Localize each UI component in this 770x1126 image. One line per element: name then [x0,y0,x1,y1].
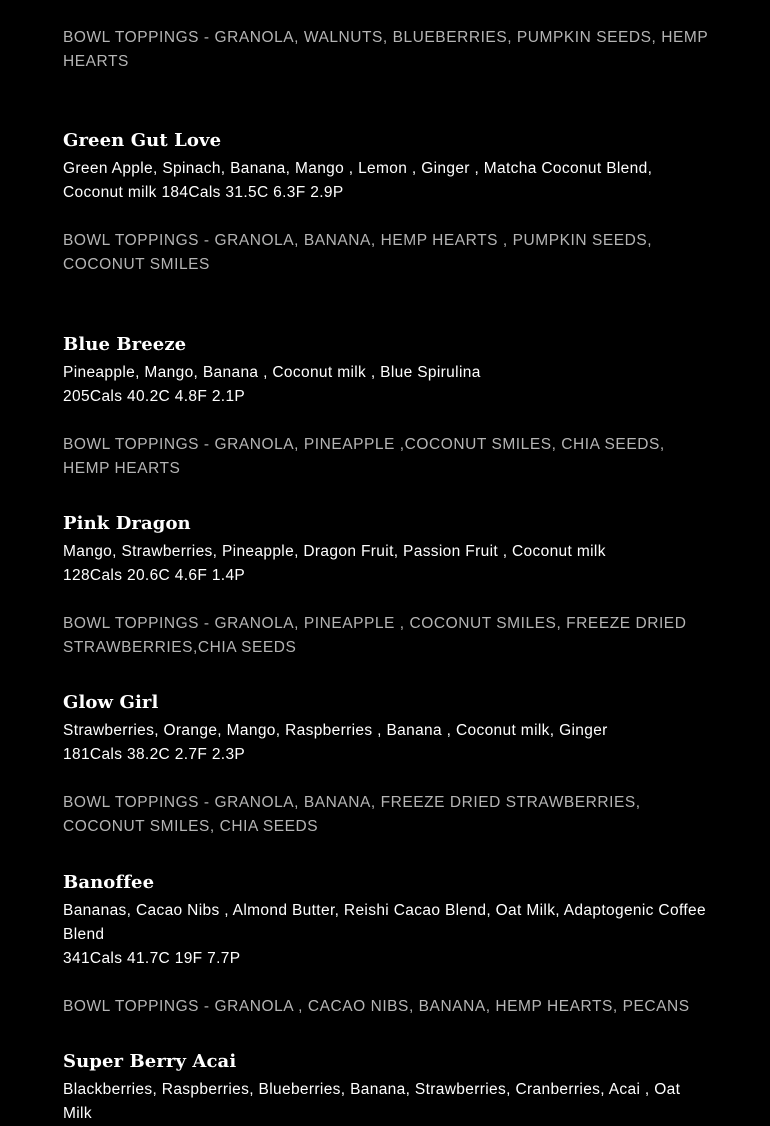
item-name: Blue Breeze [63,334,187,355]
item-nutrition-line: 181Cals 38.2C 2.7F 2.3P [63,746,246,763]
item-description-line: Pineapple, Mango, Banana , Coconut milk , Blue Spirulina [63,364,481,381]
item-toppings: BOWL TOPPINGS - GRANOLA, BANANA, FREEZE DRIED STRAWBERRIES, COCONUT SMILES, CHIA SEEDS [63,794,641,835]
item-description [63,157,713,205]
item-description [63,361,713,409]
item-toppings: BOWL TOPPINGS - GRANOLA, PINEAPPLE ,COCONUT SMILES, CHIA SEEDS, HEMP HEARTS [63,436,665,477]
item-description-line: Mango, Strawberries, Pineapple, Dragon Fruit, Passion Fruit , Coconut milk [63,543,606,560]
item-description [63,540,713,588]
item-nutrition-line: 128Cals 20.6C 4.6F 1.4P [63,567,246,584]
item-nutrition-line: 341Cals 41.7C 19F 7.7P [63,950,241,967]
item-toppings: BOWL TOPPINGS - GRANOLA, WALNUTS, BLUEBERRIES, PUMPKIN SEEDS, HEMP HEARTS [63,29,708,70]
menu-item-blue-breeze [63,333,713,481]
item-description-line: Strawberries, Orange, Mango, Raspberries , Banana , Coconut milk, Ginger [63,722,608,739]
item-description [63,899,713,971]
menu-item-pink-dragon [63,512,713,660]
menu-item-green-gut-love [63,129,713,277]
item-toppings: BOWL TOPPINGS - GRANOLA, BANANA, HEMP HEARTS , PUMPKIN SEEDS, COCONUT SMILES [63,232,653,273]
item-name: Banoffee [63,872,155,893]
item-name: Pink Dragon [63,513,191,534]
item-name: Green Gut Love [63,130,222,151]
item-toppings: BOWL TOPPINGS - GRANOLA, PINEAPPLE , COCONUT SMILES, FREEZE DRIED STRAWBERRIES,CHIA SEEDS [63,615,687,656]
item-description-line: Blackberries, Raspberries, Blueberries, Banana, Strawberries, Cranberries, Acai , Oat Milk [63,1081,681,1122]
item-name: Glow Girl [63,692,159,713]
menu-item-super-berry-acai [63,1050,713,1126]
item-description [63,719,713,767]
menu-item-banoffee [63,871,713,1019]
item-name: Super Berry Acai [63,1051,237,1072]
menu-item-glow-girl [63,691,713,839]
item-description-line: Green Apple, Spinach, Banana, Mango , Lemon , Ginger , Matcha Coconut Blend, Coconut milk 184Cals 31.5C 6.3F 2.9P [63,160,653,201]
item-description-line: Bananas, Cacao Nibs , Almond Butter, Reishi Cacao Blend, Oat Milk, Adaptogenic Coffee Blend [63,902,706,943]
item-nutrition-line: 205Cals 40.2C 4.8F 2.1P [63,388,246,405]
item-toppings: BOWL TOPPINGS - GRANOLA , CACAO NIBS, BANANA, HEMP HEARTS, PECANS [63,998,690,1015]
item-description [63,1078,713,1126]
